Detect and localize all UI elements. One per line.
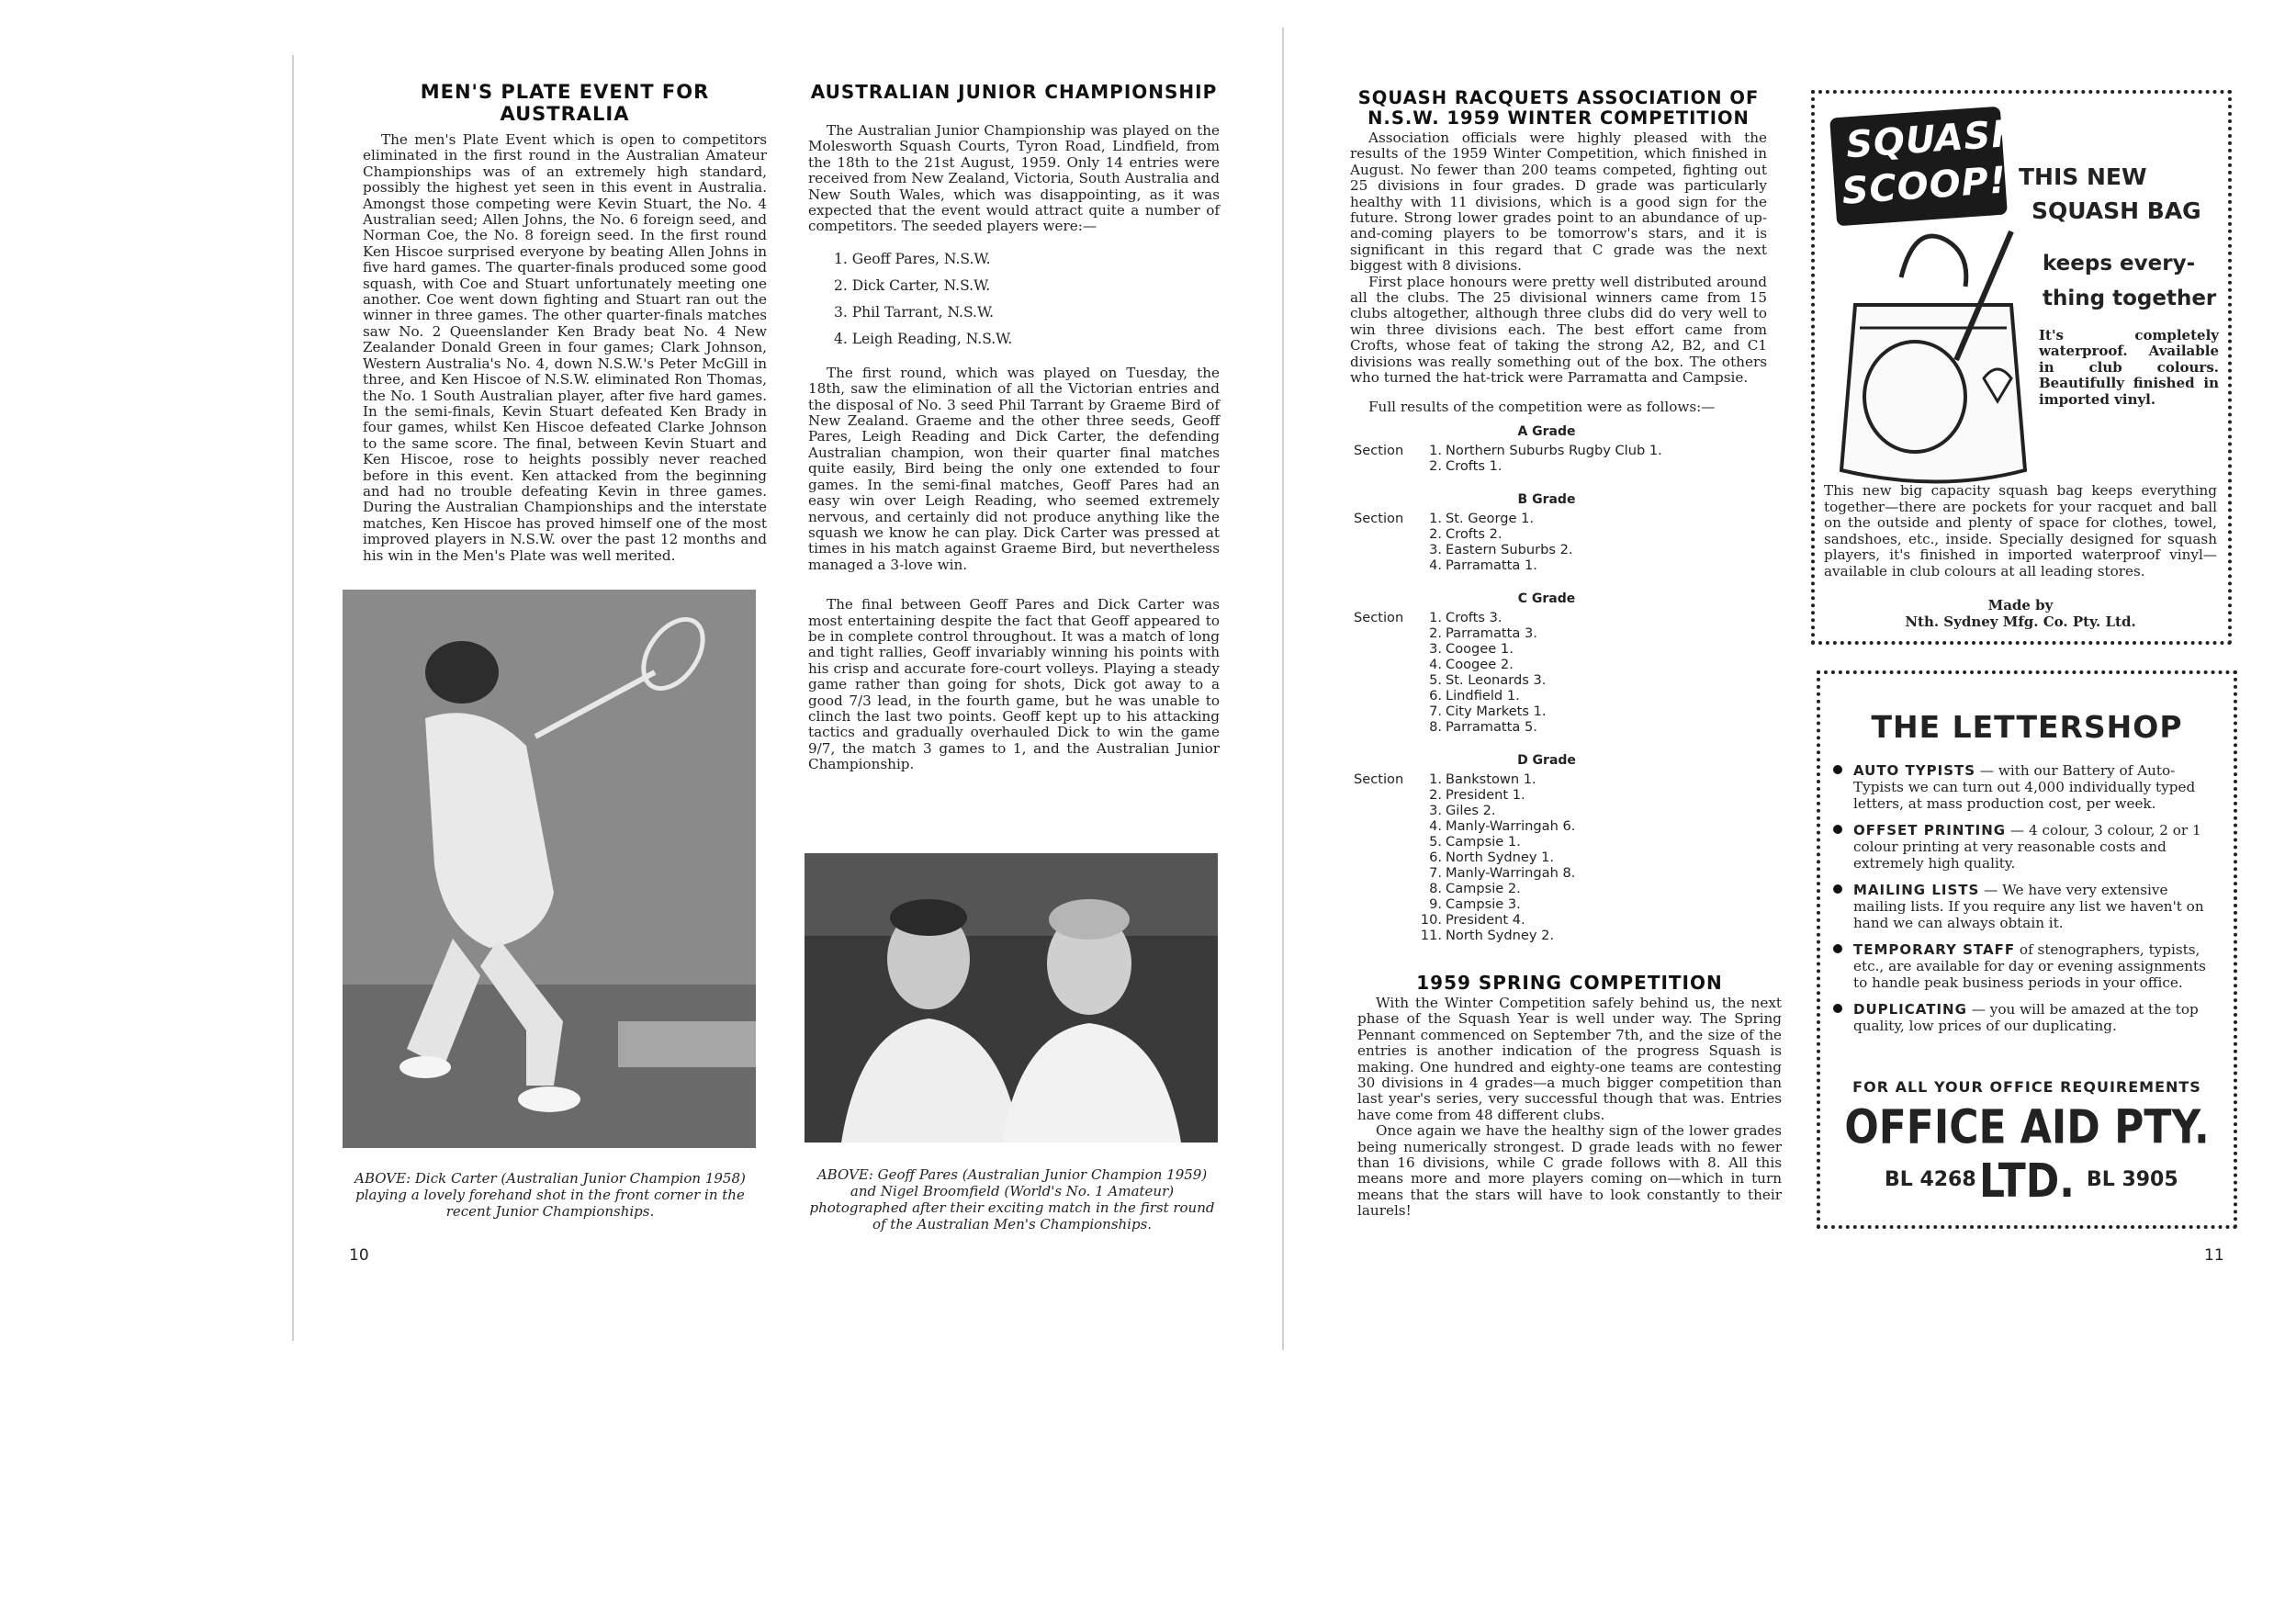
result-row: 2. Crofts 1. xyxy=(1429,458,1503,474)
page-number-right: 11 xyxy=(2204,1246,2224,1265)
result-row: 6. Lindfield 1. xyxy=(1429,688,1520,704)
result-row: 4. Coogee 2. xyxy=(1429,657,1514,672)
results-table xyxy=(1354,424,1739,943)
winter-title-line1: SQUASH RACQUETS ASSOCIATION OF xyxy=(1357,87,1760,108)
squash-scoop-badge: SQUASH SCOOP! xyxy=(1829,107,2008,227)
seeded-players-list xyxy=(834,246,1220,353)
men-plate-article xyxy=(363,81,767,564)
dick-carter-caption: ABOVE: Dick Carter (Australian Junior Champion 1958) playing a lovely forehand shot in the front corner in the recent Junior Championships. xyxy=(355,1170,746,1220)
grade-heading: A Grade xyxy=(1517,424,1576,439)
junior-intro: The Australian Junior Championship was played on the Molesworth Squash Courts, Tyron Road, Lindfield, from the 18th to the 21st August, 1959. Only 14 entries were received from New Zealand, Victoria, South Australia and New South Wales, which was disappointing, as it was expected that the event would attract quite a number of competitors. The seeded players were:— xyxy=(808,122,1220,235)
spring-body-1: With the Winter Competition safely behind us, the next phase of the Squash Year is well under way. The Spring Pennant commenced on September 7th, and the size of the entries is another indication of the progress Squash is making. One hundred and eighty-one teams are contesting 30 divisions in 4 grades—a much bigger competition than last year's series, very successful though that was. Entries have come from 48 different clubs. xyxy=(1357,995,1782,1123)
service-item: DUPLICATING — you will be amazed at the top quality, low prices of our duplicating. xyxy=(1833,1001,2223,1034)
result-row: 4. Manly-Warringah 6. xyxy=(1429,818,1576,834)
result-row: 7. City Markets 1. xyxy=(1429,704,1547,719)
service-item: MAILING LISTS — We have very extensive mailing lists. If you require any list we haven't on hand we can always obtain it. xyxy=(1833,882,2223,931)
grade-heading: D Grade xyxy=(1517,753,1576,768)
winter-body-1: Association officials were highly pleased with the results of the 1959 Winter Competition, which finished in August. No fewer than 200 teams competed, fighting out 25 divisions in four grades. D grade was particularly healthy with 11 divisions, which is a good sign for the future. Strong lower grades point to an abundance of up-and-coming players to be tomorrow's stars, and it is significant in this regard that C grade was the next biggest with 8 divisions. xyxy=(1350,129,1767,275)
junior-final: The final between Geoff Pares and Dick Carter was most entertaining despite the fact that Geoff appeared to be in complete control throughout. It was a match of long and tight rallies, Geoff invariably winning his points with his crisp and accurate fore-court volleys. Playing a steady game rather than going for shots, Dick got away to a good 7/3 lead, in the fourth game, but he was unable to clinch the last two points. Geoff kept up to his attacking tactics and gradually overhauled Dick to win the game 9/7, the match 3 games to 1, and the Australian Junior Championship. xyxy=(808,596,1220,773)
result-row: 9. Campsie 3. xyxy=(1429,896,1521,912)
result-row: 11. North Sydney 2. xyxy=(1420,928,1555,943)
winter-title-line2: N.S.W. 1959 WINTER COMPETITION xyxy=(1367,107,1750,129)
spring-title: 1959 SPRING COMPETITION xyxy=(1416,972,1723,994)
result-row: 3. Giles 2. xyxy=(1429,803,1496,818)
result-row: 4. Parramatta 1. xyxy=(1429,557,1537,573)
men-plate-body: The men's Plate Event which is open to competitors eliminated in the first round in the Australian Amateur Championships was of an extremely high standard, possibly the highest yet seen in this event in Australia. Amongst those competing were Kevin Stuart, the No. 4 Australian seed; Allen Johns, the No. 6 foreign seed, and Norman Coe, the No. 8 foreign seed. In the first round Ken Hiscoe surprised everyone by beating Allen Johns in five hard games. The quarter-finals produced some good squash, with Coe and Stuart unfortunately meeting one another. Coe went down fighting and Stuart ran out the winner in three games. The other quarter-finals matches saw No. 2 Queenslander Ken Brady beat No. 4 New Zealander Donald Green in four games; Clark Johnson, Western Australia's No. 4, down N.S.W.'s Peter McGill in three, and Ken Hiscoe of N.S.W. eliminated Ron Thomas, the No. 1 South Australian player, after five hard games. In the semi-finals, Kevin Stuart defeated Ken Brady in four games, whilst Ken Hiscoe defeated Clarke Johnson to the same score. The final, between Kevin Stuart and Ken Hiscoe, rose to heights possibly never reached before in this event. Ken attacked from the beginning and had no trouble defeating Kevin in three games. During the Australian Championships and the interstate matches, Ken Hiscoe has proved himself one of the most improved players in N.S.W. over the past 12 months and his win in the Men's Plate was well merited. xyxy=(363,131,767,564)
bag-small-text: It's completely waterproof. Available in club colours. Beautifully finished in imported vinyl. xyxy=(2039,327,2219,408)
result-row: 5. St. Leonards 3. xyxy=(1429,672,1547,688)
junior-championship-title: AUSTRALIAN JUNIOR CHAMPIONSHIP xyxy=(810,81,1218,103)
service-item: AUTO TYPISTS — with our Battery of Auto-Typists we can turn out 4,000 individually typed letters, at mass production cost, per week. xyxy=(1833,762,2223,812)
result-row: Section 1. St. George 1. xyxy=(1354,511,1535,526)
office-footer: FOR ALL YOUR OFFICE REQUIREMENTS xyxy=(1852,1078,2201,1096)
lettershop-advert xyxy=(1817,670,2237,1229)
result-row: 3. Eastern Suburbs 2. xyxy=(1429,542,1573,557)
spring-body-2: Once again we have the healthy sign of the lower grades being numerically strongest. D grade leads with no fewer than 16 divisions, while C grade follows with 8. All this means more and more players coming on—which in turn means that the stars will have to look constantly to their laurels! xyxy=(1357,1122,1782,1220)
bullet-icon xyxy=(1833,825,1842,834)
result-row: Section 1. Northern Suburbs Rugby Club 1. xyxy=(1354,443,1662,458)
result-row: 2. President 1. xyxy=(1429,787,1525,803)
bag-maker: Nth. Sydney Mfg. Co. Pty. Ltd. xyxy=(1905,614,2136,630)
bag-headline-1: THIS NEW xyxy=(2019,163,2147,190)
lettershop-services xyxy=(1833,762,2223,1044)
phone-2: BL 3905 xyxy=(2087,1168,2178,1191)
service-item: TEMPORARY STAFF of stenographers, typists, etc., are available for day or evening assignments to handle peak business periods in your office. xyxy=(1833,941,2223,991)
junior-championship-article xyxy=(808,81,1220,773)
grade-heading: B Grade xyxy=(1517,492,1576,507)
bullet-icon xyxy=(1833,944,1842,953)
squash-player-image xyxy=(343,590,756,1148)
seed-item: 3. Phil Tarrant, N.S.W. xyxy=(834,303,995,321)
bag-body-text: This new big capacity squash bag keeps everything together—there are pockets for your racquet and ball on the outside and plenty of space for clothes, towel, sandshoes, etc., inside. Specially designed for squash players, it's finished in imported waterproof vinyl—available in club colours at all leading stores. xyxy=(1824,482,2217,580)
two-players-image xyxy=(805,853,1218,1143)
service-item: OFFSET PRINTING — 4 colour, 3 colour, 2 or 1 colour printing at very reasonable costs and extremely high quality. xyxy=(1833,822,2223,872)
result-row: 5. Campsie 1. xyxy=(1429,834,1521,850)
bag-headline-3: keeps every- xyxy=(2043,252,2196,276)
seed-item: 4. Leigh Reading, N.S.W. xyxy=(834,330,1013,347)
pares-broomfield-photo xyxy=(805,853,1218,1143)
center-fold xyxy=(1282,28,1284,1350)
seed-item: 1. Geoff Pares, N.S.W. xyxy=(834,250,991,267)
result-row: 2. Crofts 2. xyxy=(1429,526,1503,542)
result-row: 6. North Sydney 1. xyxy=(1429,850,1555,865)
page-number-left: 10 xyxy=(349,1246,369,1265)
binding-mark-left xyxy=(292,55,294,1341)
office-aid-name: OFFICE AID PTY. LTD. xyxy=(1844,1100,2210,1209)
result-row: 3. Coogee 1. xyxy=(1429,641,1514,657)
winter-competition-article xyxy=(1350,88,1767,415)
squash-bag-advert xyxy=(1811,90,2232,645)
bullet-icon xyxy=(1833,765,1842,774)
result-row: 7. Manly-Warringah 8. xyxy=(1429,865,1576,881)
bag-headline-2: SQUASH BAG xyxy=(2032,197,2201,224)
result-row: 8. Campsie 2. xyxy=(1429,881,1521,896)
result-row: Section 1. Crofts 3. xyxy=(1354,610,1503,625)
spring-competition-article xyxy=(1357,972,1782,1220)
results-intro: Full results of the competition were as follows:— xyxy=(1368,398,1716,415)
junior-first-round: The first round, which was played on Tuesday, the 18th, saw the elimination of all the Victorian entries and the disposal of No. 3 seed Phil Tarrant by Graeme Bird of New Zealand. Graeme and the other three seeds, Geoff Pares, Leigh Reading and Dick Carter, the defending Australian champion, won their quarter final matches quite easily, Bird being the only one extended to four games. In the semi-final matches, Geoff Pares had an easy win over Leigh Reading, who seemed extremely nervous, and certainly did not produce anything like the squash we know he can play. Dick Carter was pressed at times in his match against Graeme Bird, but nevertheless managed a 3-love win. xyxy=(808,364,1220,573)
pares-broomfield-caption: ABOVE: Geoff Pares (Australian Junior Champion 1959) and Nigel Broomfield (World's No. 1 Amateur) photographed after their exciting match in the first round of the Australian Men's Championships. xyxy=(809,1166,1215,1233)
squash-bag-icon xyxy=(1828,222,2039,498)
bag-headline-4: thing together xyxy=(2043,287,2217,310)
result-row: Section 1. Bankstown 1. xyxy=(1354,771,1536,787)
result-row: 10. President 4. xyxy=(1420,912,1525,928)
dick-carter-photo xyxy=(343,590,756,1148)
lettershop-title: THE LETTERSHOP xyxy=(1871,709,2183,745)
winter-body-2: First place honours were pretty well distributed around all the clubs. The 25 divisional winners came from 15 clubs altogether, although three clubs did do very well to win three divisions each. The best effort came from Crofts, whose feat of taking the strong A2, B2, and C1 divisions was really something out of the box. The others who turned the hat-trick were Parramatta and Campsie. xyxy=(1350,273,1767,387)
bullet-icon xyxy=(1833,1004,1842,1013)
bullet-icon xyxy=(1833,884,1842,894)
bag-made-by: Made by xyxy=(1987,597,2054,614)
result-row: 2. Parramatta 3. xyxy=(1429,625,1537,641)
grade-heading: C Grade xyxy=(1517,591,1576,606)
phone-1: BL 4268 xyxy=(1885,1168,1976,1191)
result-row: 8. Parramatta 5. xyxy=(1429,719,1537,735)
men-plate-title: MEN'S PLATE EVENT FOR AUSTRALIA xyxy=(420,81,710,125)
seed-item: 2. Dick Carter, N.S.W. xyxy=(834,276,991,294)
